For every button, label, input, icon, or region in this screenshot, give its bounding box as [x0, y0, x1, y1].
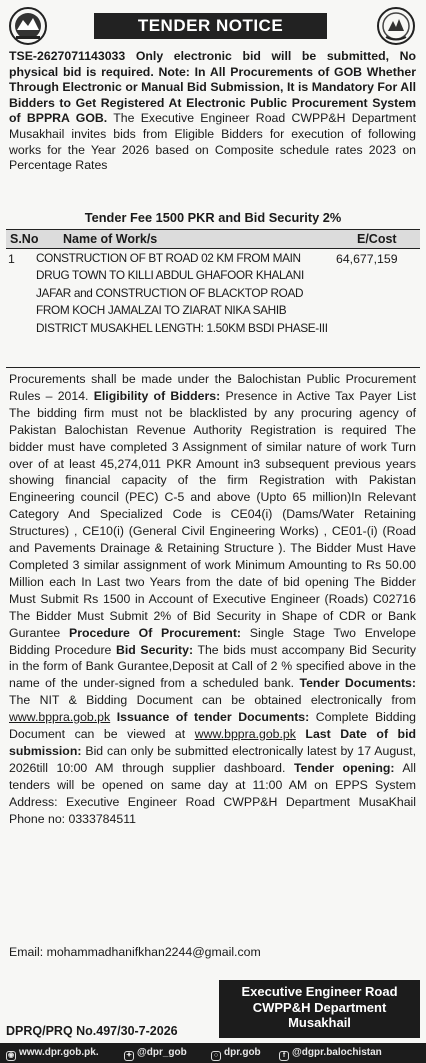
tender-documents-text: The NIT & Bidding Document can be obtained electronically from — [9, 693, 416, 708]
reference-number: DPRQ/PRQ No.497/30-7-2026 — [6, 1024, 178, 1038]
social-web-label: www.dpr.gob.pk. — [19, 1047, 99, 1058]
column-header-estimated-cost: E/Cost — [357, 232, 397, 246]
intro-bold-text: TSE-2627071143033 Only electronic bid will be submitted, No physical bid is required. Note: In All Procurements of GOB Whether Through Electronic or Manual Bid Submission, It is Mandatory For All Bidders to Get Registered At Electronic Public Procurement System of BPPRA GOB. — [9, 49, 416, 126]
procedure-heading: Procedure Of Procurement: — [69, 625, 242, 640]
instagram-icon: ○ — [211, 1051, 221, 1061]
table-header — [6, 229, 420, 249]
social-facebook[interactable] — [279, 1047, 382, 1061]
bid-security-text: The bids must accompany Bid Security in the form of Bank Gurantee,Deposit at Call of 2 % specified above in the name of the under-signed from a scheduled bank. — [9, 642, 416, 691]
facebook-icon: f — [279, 1051, 289, 1061]
office-line-1: Executive Engineer Road — [241, 984, 398, 999]
social-instagram[interactable] — [211, 1047, 261, 1061]
social-facebook-label: @dgpr.balochistan — [292, 1047, 382, 1058]
social-twitter-label: @dpr_gob — [137, 1047, 187, 1058]
intro-text: The Executive Engineer Road CWPP&H Department Musakhail invites bids from Eligible Bidders for execution of following works for the Year 2026 based on Composite schedule rates 2023 on Percentage Rates — [9, 111, 416, 173]
column-header-name-of-work: Name of Work/s — [63, 232, 158, 246]
row-cost: 64,677,159 — [336, 252, 398, 266]
procedure-text: Single Stage Two Envelope Bidding Procedure — [9, 625, 416, 657]
twitter-icon: ✦ — [124, 1051, 134, 1061]
procurement-rules-text: Procurements shall be made under the Balochistan Public Procurement Rules – 2014. — [9, 372, 416, 403]
social-twitter[interactable] — [124, 1047, 187, 1061]
table-bottom-divider — [6, 367, 420, 368]
office-line-2: CWPP&H Department — [252, 999, 387, 1015]
social-bar — [0, 1043, 426, 1063]
row-work-name: CONSTRUCTION OF BT ROAD 02 KM FROM MAIN DRUG TOWN TO KILLI ABDUL GHAFOOR KHALANI JAFAR and CONSTRUCTION OF BLACKTOP ROAD FROM KOCH JAMALZAI TO ZIARAT NIKA SAHIB DISTRICT MUSAKHEL LENGTH: 1.50KM BSDI PHASE-III — [36, 251, 328, 335]
eligibility-heading: Eligibility of Bidders: — [93, 388, 221, 403]
dpr-emblem-right-icon — [376, 6, 416, 46]
last-date-text: Bid can only be submitted electronically latest by 17 August, 2026till 10:00 AM through supplier dashboard. — [9, 743, 416, 775]
last-date-heading: Last Date of bid submission: — [9, 727, 416, 758]
globe-icon: ◉ — [7, 1052, 15, 1059]
email-line[interactable]: Email: mohammadhanifkhan2244@gmail.com — [9, 945, 261, 959]
office-signature-box — [219, 980, 420, 1038]
balochistan-emblem-left-icon — [8, 6, 48, 46]
tender-opening-text: All tenders will be opened on same day at 11:00 AM on EPPS System Address: Executive Engineer Road CWPP&H Department MusaKhail Phone no: 0333784511 — [9, 760, 416, 826]
social-web[interactable] — [6, 1047, 99, 1061]
social-instagram-label: dpr.gob — [224, 1047, 261, 1058]
issuance-heading: Issuance of tender Documents: — [110, 710, 310, 725]
bppra-link-2[interactable]: www.bppra.gob.pk — [194, 727, 296, 742]
eligibility-text: Presence in Active Tax Payer List The bidding firm must not be blacklisted by any procuring agency of Pakistan Balochistan Revenue Authority Registration is required The bidder must have completed 3 Assignment of similar nature of work Turn over of at least 45,274,011 PKR Amount in3 subsequent previous years showing financial capacity of the firm Registration with Pakistan Engineering council (PEC) C-5 and above (Upto 65 million)In Relevant Category And Specialized Code is CE04(i) (Dams/Water Retaining Structures) , CE10(i) (General Civil Engineering Works) , CE01-(i) (Road and Pavements Drainage & Retaining Structure ). The Bidder Must Have Completed 3 similar assignment of work Minimum Amounting to Rs 50.00 Million each In Last two Years from the date of bid opening The Bidder Must Submit Rs 1500 in Account of Executive Engineer (Roads) C02716 The Bidder Must Submit 2% of Bid Security in Shape of CDR or Bank Gurantee — [9, 388, 416, 640]
tender-fee-line: Tender Fee 1500 PKR and Bid Security 2% — [84, 210, 342, 225]
column-header-sno: S.No — [10, 232, 39, 246]
issuance-text: Complete Bidding Document can be viewed at — [9, 710, 416, 742]
tender-notice-title: TENDER NOTICE — [94, 13, 327, 39]
intro-paragraph — [9, 49, 416, 174]
row-sno: 1 — [8, 252, 15, 266]
tender-documents-heading: Tender Documents: — [299, 676, 416, 691]
bppra-link[interactable]: www.bppra.gob.pk — [9, 710, 111, 725]
tender-opening-heading: Tender opening: — [293, 760, 395, 775]
terms-paragraph — [9, 371, 416, 827]
bid-security-heading: Bid Security: — [116, 642, 194, 657]
office-line-3: Musakhail — [288, 1015, 351, 1030]
